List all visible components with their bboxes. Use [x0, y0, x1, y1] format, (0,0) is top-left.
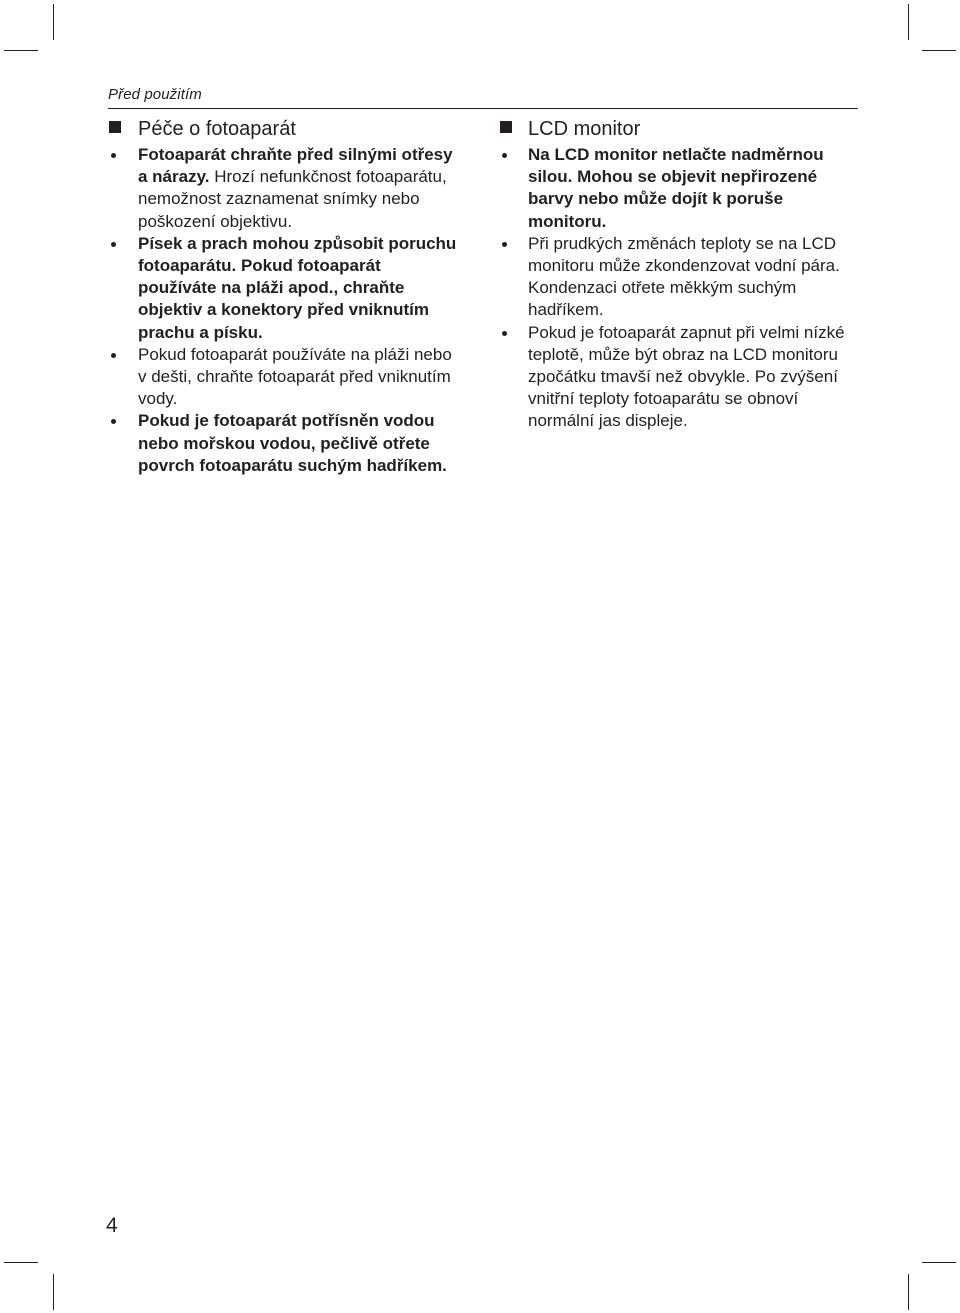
bullet-icon	[111, 353, 116, 358]
list-item-bold-text: Na LCD monitor netlačte nadměrnou silou. Mohou se objevit nepřirozené barvy nebo může dojít k poruše monitoru.	[528, 145, 824, 231]
crop-mark	[908, 4, 909, 40]
list-item	[499, 144, 859, 233]
square-bullet-icon	[500, 121, 512, 133]
crop-mark	[4, 50, 38, 51]
section-heading-lcd-monitor	[499, 117, 859, 141]
section-heading-text: Péče o fotoaparát	[138, 118, 296, 140]
list-item	[108, 144, 458, 233]
lcd-monitor-list	[499, 144, 859, 433]
header-rule	[108, 108, 858, 109]
list-item-text: Při prudkých změnách teploty se na LCD monitoru může zkondenzovat vodní pára. Kondenzaci otřete měkkým suchým hadříkem.	[528, 233, 840, 320]
camera-care-list	[108, 144, 458, 477]
list-item-bold-text: Fotoaparát chraňte před silnými otřesy a nárazy.	[138, 145, 453, 187]
square-bullet-icon	[109, 121, 121, 133]
list-item	[108, 344, 458, 411]
bullet-icon	[502, 331, 507, 336]
bullet-icon	[502, 153, 507, 158]
running-header: Před použitím	[108, 86, 202, 103]
left-column	[108, 117, 458, 477]
crop-mark	[908, 1274, 909, 1310]
bullet-icon	[111, 242, 116, 247]
list-item	[499, 233, 859, 322]
list-item-bold-text: Písek a prach mohou způsobit poruchu fotoaparátu. Pokud fotoaparát používáte na pláži apod., chraňte objektiv a konektory před vniknutím prachu a písku.	[138, 233, 457, 342]
section-heading-camera-care	[108, 117, 458, 141]
list-item-text: Hrozí nefunkčnost fotoaparátu, nemožnost zaznamenat snímky nebo poškození objektivu.	[138, 167, 447, 231]
bullet-icon	[502, 242, 507, 247]
page-number: 4	[106, 1214, 118, 1237]
list-item	[499, 322, 859, 433]
bullet-icon	[111, 153, 116, 158]
list-item-text: Pokud je fotoaparát zapnut při velmi nízké teplotě, může být obraz na LCD monitoru zpočátku tmavší než obvykle. Po zvýšení vnitřní teploty fotoaparátu se obnoví normální jas displeje.	[528, 322, 845, 431]
list-item-bold-text: Pokud je fotoaparát potřísněn vodou nebo mořskou vodou, pečlivě otřete povrch fotoaparátu suchým hadříkem.	[138, 411, 447, 475]
bullet-icon	[111, 419, 116, 424]
list-item-text: Pokud fotoaparát používáte na pláži nebo v dešti, chraňte fotoaparát před vniknutím vody.	[138, 344, 452, 409]
right-column	[499, 117, 859, 433]
section-heading-text: LCD monitor	[528, 118, 641, 140]
crop-mark	[922, 50, 956, 51]
list-item	[108, 410, 458, 477]
list-item	[108, 233, 458, 344]
crop-mark	[53, 1274, 54, 1310]
crop-mark	[4, 1262, 38, 1263]
crop-mark	[53, 4, 54, 40]
crop-mark	[922, 1262, 956, 1263]
